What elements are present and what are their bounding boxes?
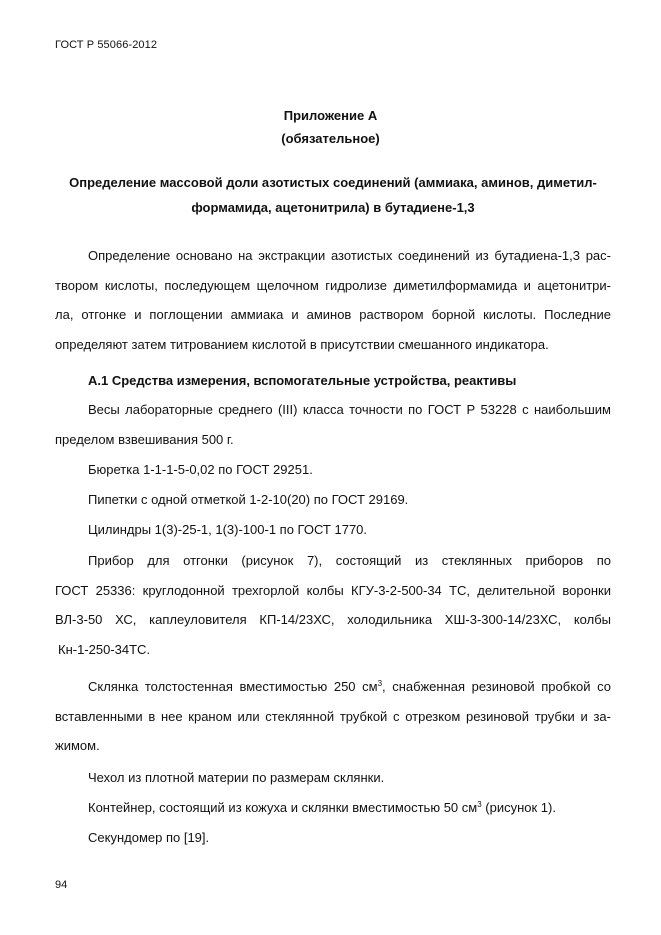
subsection-heading: А.1 Средства измерения, вспомогательные устройства, реактивы [88,373,517,388]
flask-text-b: , снабженная резиновой пробкой со [382,679,611,694]
flask-paragraph [55,672,611,761]
container-item [88,800,556,815]
text-line [55,672,611,702]
text-line: пределом взвешивания 500 г. [55,431,234,447]
distillation-device-paragraph [55,546,611,664]
section-title [55,170,611,220]
cover-item: Чехол из плотной материи по размерам склянки. [88,770,385,785]
text-line: ГОСТ 25336: круглодонной трехгорлой колбы КГУ-3-2-500-34 ТС, делительной воронки [55,582,611,598]
text-line: ВЛ-3-50 ХС, каплеуловителя КП-14/23ХС, холодильника ХШ-3-300-14/23ХС, колбы [55,612,611,627]
text-line: Весы лабораторные среднего (III) класса точности по ГОСТ Р 53228 с наибольшим [88,402,611,417]
text-line: Определение основано на экстракции азотистых соединений из бутадиена-1,3 рас- [88,248,611,263]
text-line: Кн-1-250-34ТС. [58,641,151,657]
container-text-b: (рисунок 1). [481,800,556,815]
text-line: Прибор для отгонки (рисунок 7), состоящий из стеклянных приборов по [88,553,611,568]
intro-paragraph [55,241,611,359]
cylinders-item: Цилиндры 1(3)-25-1, 1(3)-100-1 по ГОСТ 1770. [88,522,368,537]
pipettes-item: Пипетки с одной отметкой 1-2-10(20) по ГОСТ 29169. [88,492,409,507]
title-line: Определение массовой доли азотистых соединений (аммиака, аминов, диметил- [69,175,597,190]
stopwatch-item: Секундомер по [19]. [88,830,210,845]
text-line: определяют затем титрованием кислотой в присутствии смешанного индикатора. [55,336,549,352]
standard-header: ГОСТ Р 55066-2012 [55,39,158,51]
text-line: ла, отгонке и поглощении аммиака и аминов раствором борной кислоты. Последние [55,307,611,322]
scales-paragraph [55,395,611,454]
title-line: формамида, ацетонитрила) в бутадиене-1,3 [191,200,475,215]
appendix-label: Приложение А [283,108,378,123]
superscript: 3 [377,679,383,688]
text-line: твором кислоты, последующем щелочном гидролизе диметилформамида и ацетонитри- [55,277,611,293]
container-text-a: Контейнер, состоящий из кожуха и склянки вместимостью 50 см [88,800,478,815]
burette-item: Бюретка 1-1-1-5-0,02 по ГОСТ 29251. [88,462,313,477]
appendix-heading [0,104,661,150]
page-number: 94 [55,879,68,891]
superscript: 3 [477,800,482,809]
text-line: вставленными в нее краном или стеклянной трубкой с отрезком резиновой трубки и за- [55,708,611,724]
text-line: жимом. [55,738,100,753]
flask-text-a: Склянка толстостенная вместимостью 250 см [88,679,378,694]
appendix-status: (обязательное) [281,131,380,146]
